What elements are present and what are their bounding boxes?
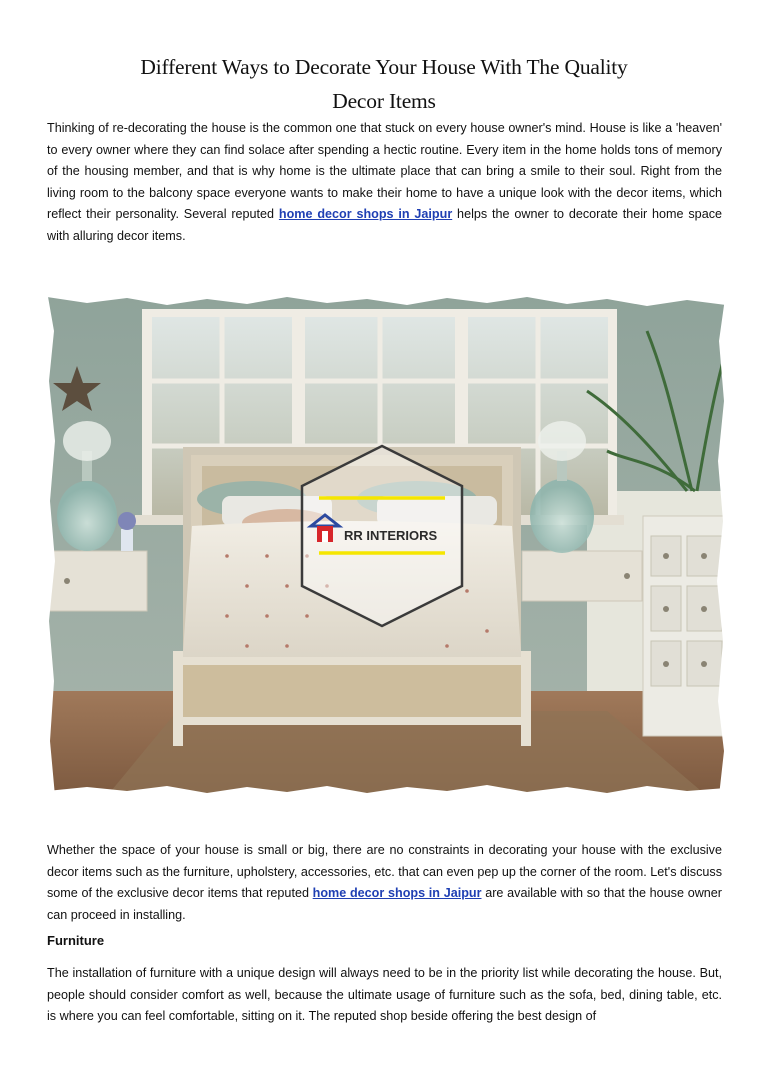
title-line-1: Different Ways to Decorate Your House With The Quality (140, 55, 628, 79)
intro-paragraph (47, 118, 722, 248)
logo-text: RR INTERIORS (344, 528, 438, 543)
paragraph-2 (47, 840, 722, 926)
bedroom-illustration (47, 291, 726, 796)
furniture-heading: Furniture (47, 933, 105, 948)
para2-text-b: are available with so that the house owner can proceed in installing. (47, 886, 723, 922)
footboard (177, 661, 527, 721)
nightstand-left (47, 551, 147, 611)
para2-link-home-decor-shops[interactable]: home decor shops in Jaipur (312, 886, 482, 901)
intro-text-a: Thinking of re-decorating the house is the common one that stuck on every house owner's mind. House is like a 'heaven' to every owner where they can find solace after spending a hectic routine. Every item in the home holds tons of memory of the housing member, and that is why home is the ultimate place that can bring a smile to their soul. Right from the living room to the balcony space everyone wants to make their home to have a unique look with the decor items, which reflect their personality. Several reputed (47, 121, 722, 222)
title-line-2: Decor Items (332, 89, 436, 113)
intro-link-home-decor-shops[interactable]: home decor shops in Jaipur (278, 207, 453, 222)
dresser (643, 516, 726, 736)
document-title (60, 50, 708, 118)
furniture-paragraph: The installation of furniture with a unique design will always need to be in the priority list while decorating the house. But, people should consider comfort as well, because the ultimate usage of furniture such as the sofa, bed, dining table, etc. is where you can feel comfortable, sitting on it. The reputed shop beside offering the best design of (47, 966, 722, 1024)
intro-text-b: helps the owner to decorate their home space with alluring decor items. (47, 207, 722, 243)
para2-text-a: Whether the space of your house is small or big, there are no constraints in decorating your house with the exclusive decor items such as the furniture, upholstery, accessories, etc. that can even pep up the corner of the room. Let's discuss some of the exclusive decor items that reputed (47, 843, 722, 901)
bedroom-photo (47, 291, 726, 796)
rr-interiors-logo (302, 446, 462, 626)
